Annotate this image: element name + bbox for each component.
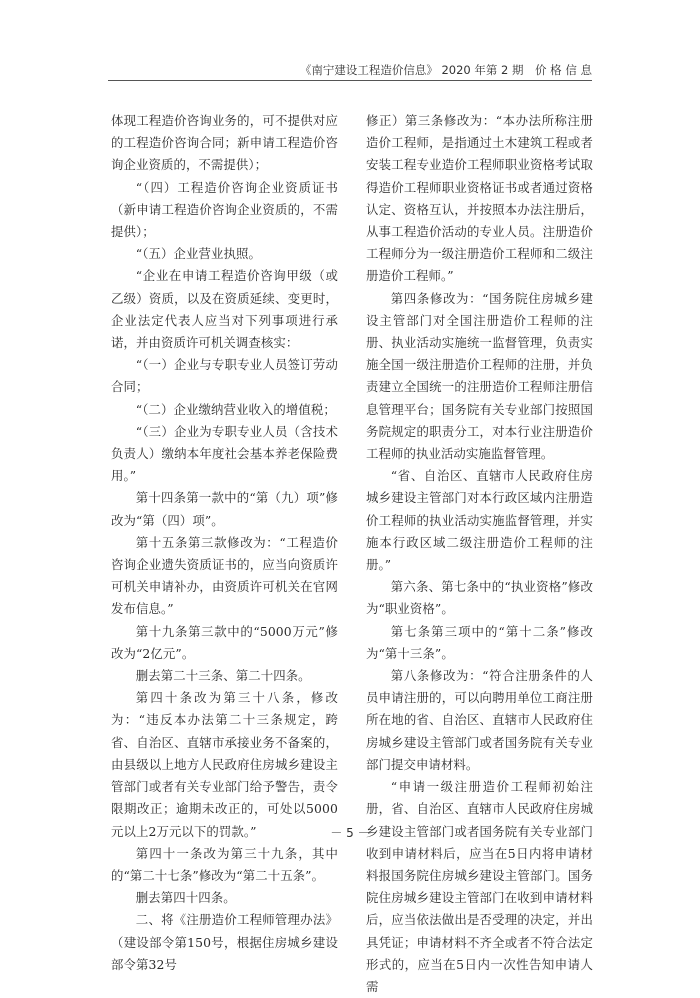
paragraph: 第十五条第三款修改为：“工程造价咨询企业遗失资质证书的，应当向资质许可机关申请补办，由资质许可机关在官网发布信息。” — [111, 534, 338, 617]
paragraph: “（五）企业营业执照。 — [135, 246, 261, 262]
paragraph: “申请一级注册造价工程师初始注册，省、自治区、直辖市人民政府住房城乡建设主管部门或者国务院有关专业部门收到申请材料后，应当在5日内将申请材料报国务院住房城乡建设主管部门。国务院住房城乡建设主管部门在收到申请材料后，应当依法做出是否受理的决定，并出具凭证；申请材料不齐全或者不符合法定形式的，应当在5日内一次性告知申请人需 — [366, 779, 593, 994]
paragraph: 删去第二十三条、第二十四条。 — [135, 668, 311, 684]
paragraph: 第六条、第七条中的“执业资格”修改为“职业资格”。 — [366, 579, 593, 617]
paragraph: 第四条修改为：“国务院住房城乡建设主管部门对全国注册造价工程师的注册、执业活动实施统一监督管理，负责实施全国一级注册造价工程师的注册，并负责建立全国统一的注册造价工程师注册信息管理平台；国务院有关专业部门按照国务院规定的职责分工，对本行业注册造价工程师的执业活动实施监督管理。 — [366, 290, 593, 462]
header-rule — [108, 80, 592, 81]
paragraph: 第四十条改为第三十八条，修改为：“违反本办法第二十三条规定，跨省、自治区、直辖市承接业务不备案的，由县级以上地方人民政府住房城乡建设主管部门或者有关专业部门给予警告，责令限期改正；逾期未改正的，可处以5000元以上2万元以下的罚款。” — [111, 690, 338, 839]
paragraph: 删去第四十四条。 — [135, 890, 236, 906]
paragraph: “（三）企业为专职专业人员（含技术负责人）缴纳本年度社会基本养老保险费用。” — [111, 423, 338, 484]
paragraph: 体现工程造价咨询业务的，可不提供对应的工程造价咨询合同；新申请工程造价咨询企业资质的，不需提供）； — [111, 113, 338, 173]
paragraph: 第八条修改为：“符合注册条件的人员申请注册的，可以向聘用单位工商注册所在地的省、自治区、直辖市人民政府住房城乡建设主管部门或者国务院有关专业部门提交申请材料。 — [366, 668, 593, 772]
paragraph: 修正）第三条修改为：“本办法所称注册造价工程师，是指通过土木建筑工程或者安装工程专业造价工程师职业资格考试取得造价工程师职业资格证书或者通过资格认定、资格互认，并按照本办法注册后，从事工程造价活动的专业人员。注册造价工程师分为一级注册造价工程师和二级注册造价工程师。” — [366, 113, 593, 284]
paragraph: “（四）工程造价咨询企业资质证书（新申请工程造价咨询企业资质的，不需提供）； — [111, 179, 338, 240]
right-column — [366, 110, 593, 998]
paragraph: 第四十一条改为第三十九条，其中的“第二十七条”修改为“第二十五条”。 — [111, 845, 338, 883]
running-header: 《南宁建设工程造价信息》 2020 年第 2 期 价 格 信 息 — [299, 63, 592, 77]
paragraph: “省、自治区、直辖市人民政府住房城乡建设主管部门对本行政区域内注册造价工程师的执业活动实施监督管理，并实施本行政区域二级注册造价工程师的注册。” — [366, 468, 593, 573]
paragraph: 第十四条第一款中的“第（九）项”修改为“第（四）项”。 — [111, 490, 338, 528]
paragraph: 二、将《注册造价工程师管理办法》（建设部令第150号，根据住房城乡建设部令第32号 — [111, 912, 338, 972]
paragraph: 第十九条第三款中的“5000万元”修改为“2亿元”。 — [111, 623, 338, 661]
paragraph: “（一）企业与专职专业人员签订劳动合同； — [111, 357, 338, 395]
paragraph: “（二）企业缴纳营业收入的增值税； — [135, 401, 336, 417]
paragraph: “企业在申请工程造价咨询甲级（或乙级）资质，以及在资质延续、变更时，企业法定代表人应当对下列事项进行承诺，并由资质许可机关调查核实： — [111, 268, 338, 351]
left-column — [111, 110, 338, 976]
page-number: － 5 － — [330, 826, 370, 840]
paragraph: 第七条第三项中的“第十二条”修改为“第十三条”。 — [366, 623, 593, 661]
